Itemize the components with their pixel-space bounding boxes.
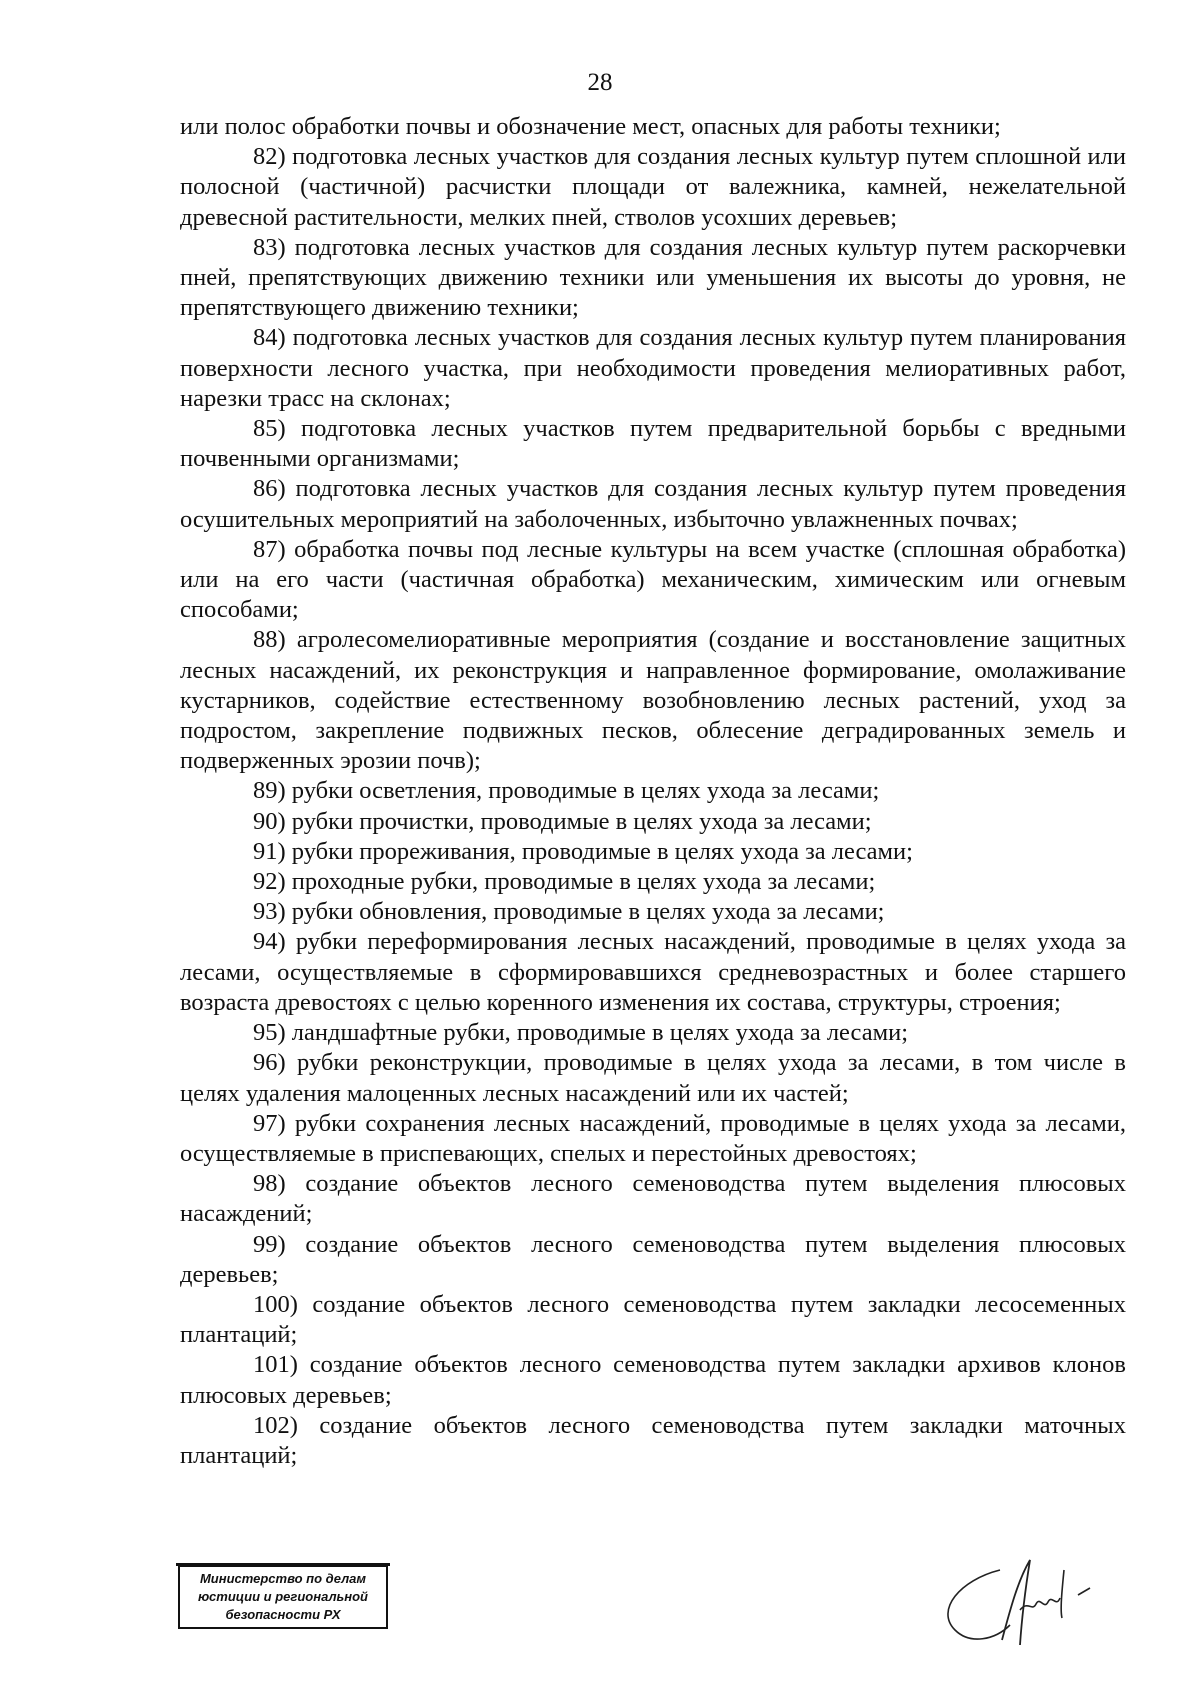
paragraph: 83) подготовка лесных участков для создания лесных культур путем раскорчевки пней, препятствующих движению техники или уменьшения их высоты до уровня, не препятствующего движению техники; xyxy=(180,233,1126,322)
stamp-line-2: юстиции и региональной xyxy=(197,1589,368,1604)
paragraph: 99) создание объектов лесного семеноводства путем выделения плюсовых деревьев; xyxy=(180,1230,1126,1288)
paragraph: 100) создание объектов лесного семеноводства путем закладки лесосеменных плантаций; xyxy=(180,1290,1126,1349)
paragraph: 96) рубки реконструкции, проводимые в целях ухода за лесами, в том числе в целях удаления малоценных лесных насаждений или их частей; xyxy=(180,1049,1126,1107)
registration-stamp xyxy=(178,1565,388,1629)
paragraph: или полос обработки почвы и обозначение мест, опасных для работы техники; xyxy=(180,113,1001,140)
paragraph: 84) подготовка лесных участков для создания лесных культур путем планирования поверхности лесного участка, при необходимости проведения мелиоративных работ, нарезки трасс на склонах; xyxy=(180,324,1126,412)
paragraph: 102) создание объектов лесного семеноводства путем закладки маточных плантаций; xyxy=(180,1411,1126,1469)
paragraph: 97) рубки сохранения лесных насаждений, проводимые в целях ухода за лесами, осуществляемые в приспевающих, спелых и перестойных древостоях; xyxy=(180,1109,1126,1167)
stamp-line-3: безопасности РХ xyxy=(225,1607,341,1622)
paragraph: 98) создание объектов лесного семеноводства путем выделения плюсовых насаждений; xyxy=(180,1170,1126,1228)
paragraph: 92) проходные рубки, проводимые в целях ухода за лесами; xyxy=(253,868,876,896)
paragraph: 87) обработка почвы под лесные культуры на всем участке (сплошная обработка) или на его части (частичная обработка) механическим, химическим или огневым способами; xyxy=(180,535,1126,624)
paragraph: 90) рубки прочистки, проводимые в целях ухода за лесами; xyxy=(253,807,872,835)
document-body xyxy=(180,112,1126,1471)
paragraph: 95) ландшафтные рубки, проводимые в целях ухода за лесами; xyxy=(253,1019,909,1047)
paragraph: 94) рубки переформирования лесных насаждений, проводимые в целях ухода за лесами, осуществляемые в сформировавшихся средневозрастных и более старшего возраста древостоях с целью коренного изменения их состава, структуры, строения; xyxy=(180,928,1126,1016)
paragraph: 89) рубки осветления, проводимые в целях ухода за лесами; xyxy=(253,777,880,805)
stamp-line-1: Министерство по делам xyxy=(199,1571,367,1586)
paragraph: 86) подготовка лесных участков для создания лесных культур путем проведения осушительных мероприятий на заболоченных, избыточно увлажненных почвах; xyxy=(180,475,1126,533)
paragraph: 82) подготовка лесных участков для создания лесных культур путем сплошной или полосной (частичной) расчистки площади от валежника, камней, нежелательной древесной растительности, мелких пней, стволов усохших деревьев; xyxy=(180,143,1126,231)
paragraph: 93) рубки обновления, проводимые в целях ухода за лесами; xyxy=(253,898,885,926)
page-number: 28 xyxy=(587,69,613,96)
paragraph: 85) подготовка лесных участков путем предварительной борьбы с вредными почвенными организмами; xyxy=(180,415,1126,473)
paragraph: 101) создание объектов лесного семеноводства путем закладки архивов клонов плюсовых деревьев; xyxy=(180,1351,1126,1409)
handwritten-signature xyxy=(940,1540,1140,1660)
paragraph: 91) рубки прореживания, проводимые в целях ухода за лесами; xyxy=(253,837,913,865)
paragraph: 88) агролесомелиоративные мероприятия (создание и восстановление защитных лесных насаждений, их реконструкция и направленное формирование, омолаживание кустарников, содействие естественному возобновлению лесных растений, уход за подростом, закрепление подвижных песков, облесение деградированных земель и подверженных эрозии почв); xyxy=(180,626,1126,775)
